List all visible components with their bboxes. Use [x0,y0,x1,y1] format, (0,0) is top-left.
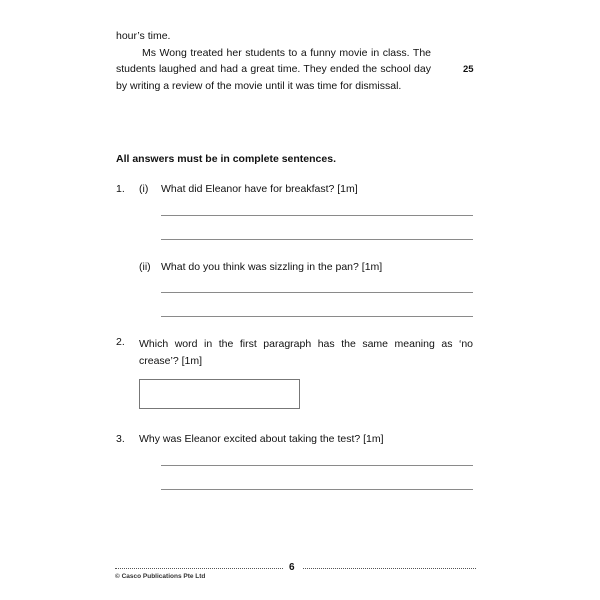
copyright-text: © Casco Publications Pte Ltd [115,573,206,580]
answer-line[interactable] [161,316,473,317]
page-number: 6 [289,562,295,573]
question-3-number: 3. [116,433,125,445]
footer-divider-left [115,568,283,569]
question-3-text: Why was Eleanor excited about taking the test? [1m] [139,433,384,445]
footer-divider-right [303,568,476,569]
question-1-part-i-label: (i) [139,183,149,195]
question-1-part-ii-label: (ii) [139,261,151,273]
passage-line-1: hour’s time. [116,30,171,42]
question-1-part-i-text: What did Eleanor have for breakfast? [1m] [161,183,358,195]
answer-box[interactable] [139,379,300,409]
question-2-text: Which word in the first paragraph has the same meaning as ‘no crease’? [1m] [139,338,473,367]
question-1-part-ii-text: What do you think was sizzling in the pan? [1m] [161,261,383,273]
answer-line[interactable] [161,215,473,216]
passage-excerpt [116,28,431,94]
question-2-number: 2. [116,336,125,348]
line-number: 25 [463,64,474,75]
answer-line[interactable] [161,292,473,293]
answer-line[interactable] [161,239,473,240]
answer-line[interactable] [161,489,473,490]
passage-paragraph-2: Ms Wong treated her students to a funny movie in class. The students laughed and had a great time. They ended the school day by writing a review of the movie until it was time for dismissal. [116,46,431,92]
instruction-text: All answers must be in complete sentences. [116,153,336,165]
question-1-number: 1. [116,183,125,195]
answer-line[interactable] [161,465,473,466]
